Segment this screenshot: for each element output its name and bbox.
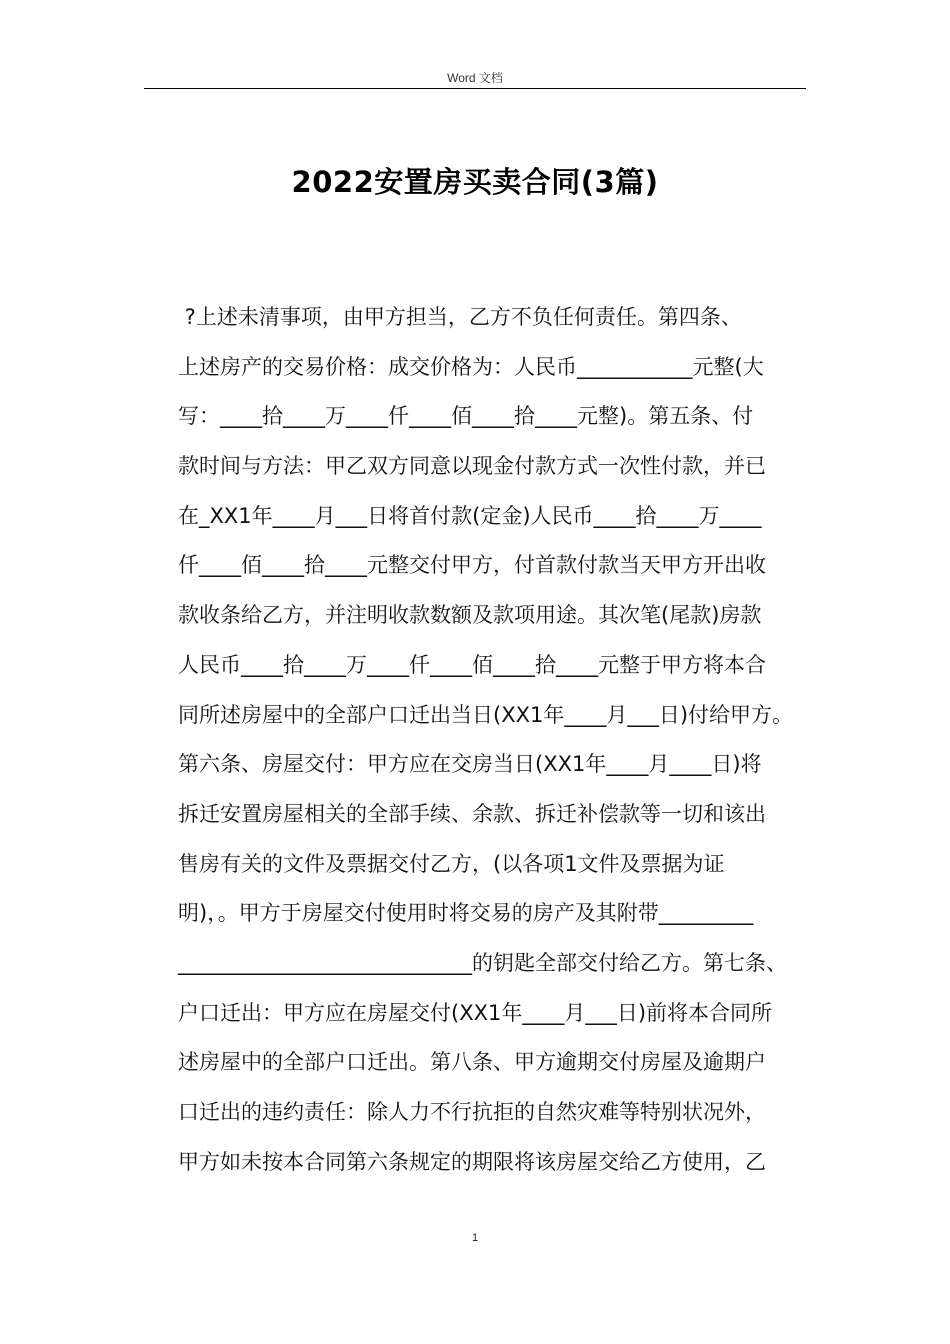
header-divider: [144, 88, 806, 89]
body-line: 第六条、房屋交付：甲方应在交房当日(XX1年____月____日)将: [178, 752, 762, 777]
body-line: 口迁出的违约责任：除人力不行抗拒的自然灾难等特别状况外，: [178, 1100, 766, 1124]
body-line: 明)，。甲方于房屋交付使用时将交易的房产及其附带_________: [178, 901, 754, 926]
page-number: 1: [471, 1232, 479, 1244]
body-line: 同所述房屋中的全部户口迁出当日(XX1年____月___日)付给甲方。: [178, 702, 794, 727]
body-line: 上述房产的交易价格：成交价格为：人民币___________元整(大: [178, 354, 764, 379]
body-line: 仟____佰____拾____元整交付甲方，付首款付款当天甲方开出收: [178, 553, 766, 578]
body-line: 款收条给乙方，并注明收款数额及款项用途。其次笔(尾款)房款: [178, 603, 762, 628]
body-line: 拆迁安置房屋相关的全部手续、余款、拆迁补偿款等一切和该出: [178, 801, 766, 826]
body-line: 在_XX1年____月___日将首付款(定金)人民币____拾____万____: [178, 503, 762, 528]
body-line: 户口迁出：甲方应在房屋交付(XX1年____月___日)前将本合同所: [178, 1000, 773, 1025]
page-header: Word 文档: [447, 71, 503, 85]
body-line: 甲方如未按本合同第六条规定的期限将该房屋交给乙方使用，乙: [178, 1149, 766, 1174]
document-body: [178, 302, 818, 1196]
body-line: 售房有关的文件及票据交付乙方，(以各项1文件及票据为证: [178, 851, 725, 876]
document-title: 2022安置房买卖合同(3篇): [291, 165, 659, 199]
body-line: ?上述未清事项，由甲方担当，乙方不负任何责任。第四条、: [178, 305, 742, 329]
body-line: 款时间与方法：甲乙双方同意以现金付款方式一次性付款，并已: [178, 454, 766, 479]
body-line: 写：____拾____万____仟____佰____拾____元整)。第五条、付: [178, 404, 754, 429]
body-line: 人民币____拾____万____仟____佰____拾____元整于甲方将本合: [178, 652, 766, 677]
body-line: 述房屋中的全部户口迁出。第八条、甲方逾期交付房屋及逾期户: [178, 1050, 766, 1075]
body-line: ____________________________的钥匙全部交付给乙方。第七条、: [178, 950, 787, 975]
